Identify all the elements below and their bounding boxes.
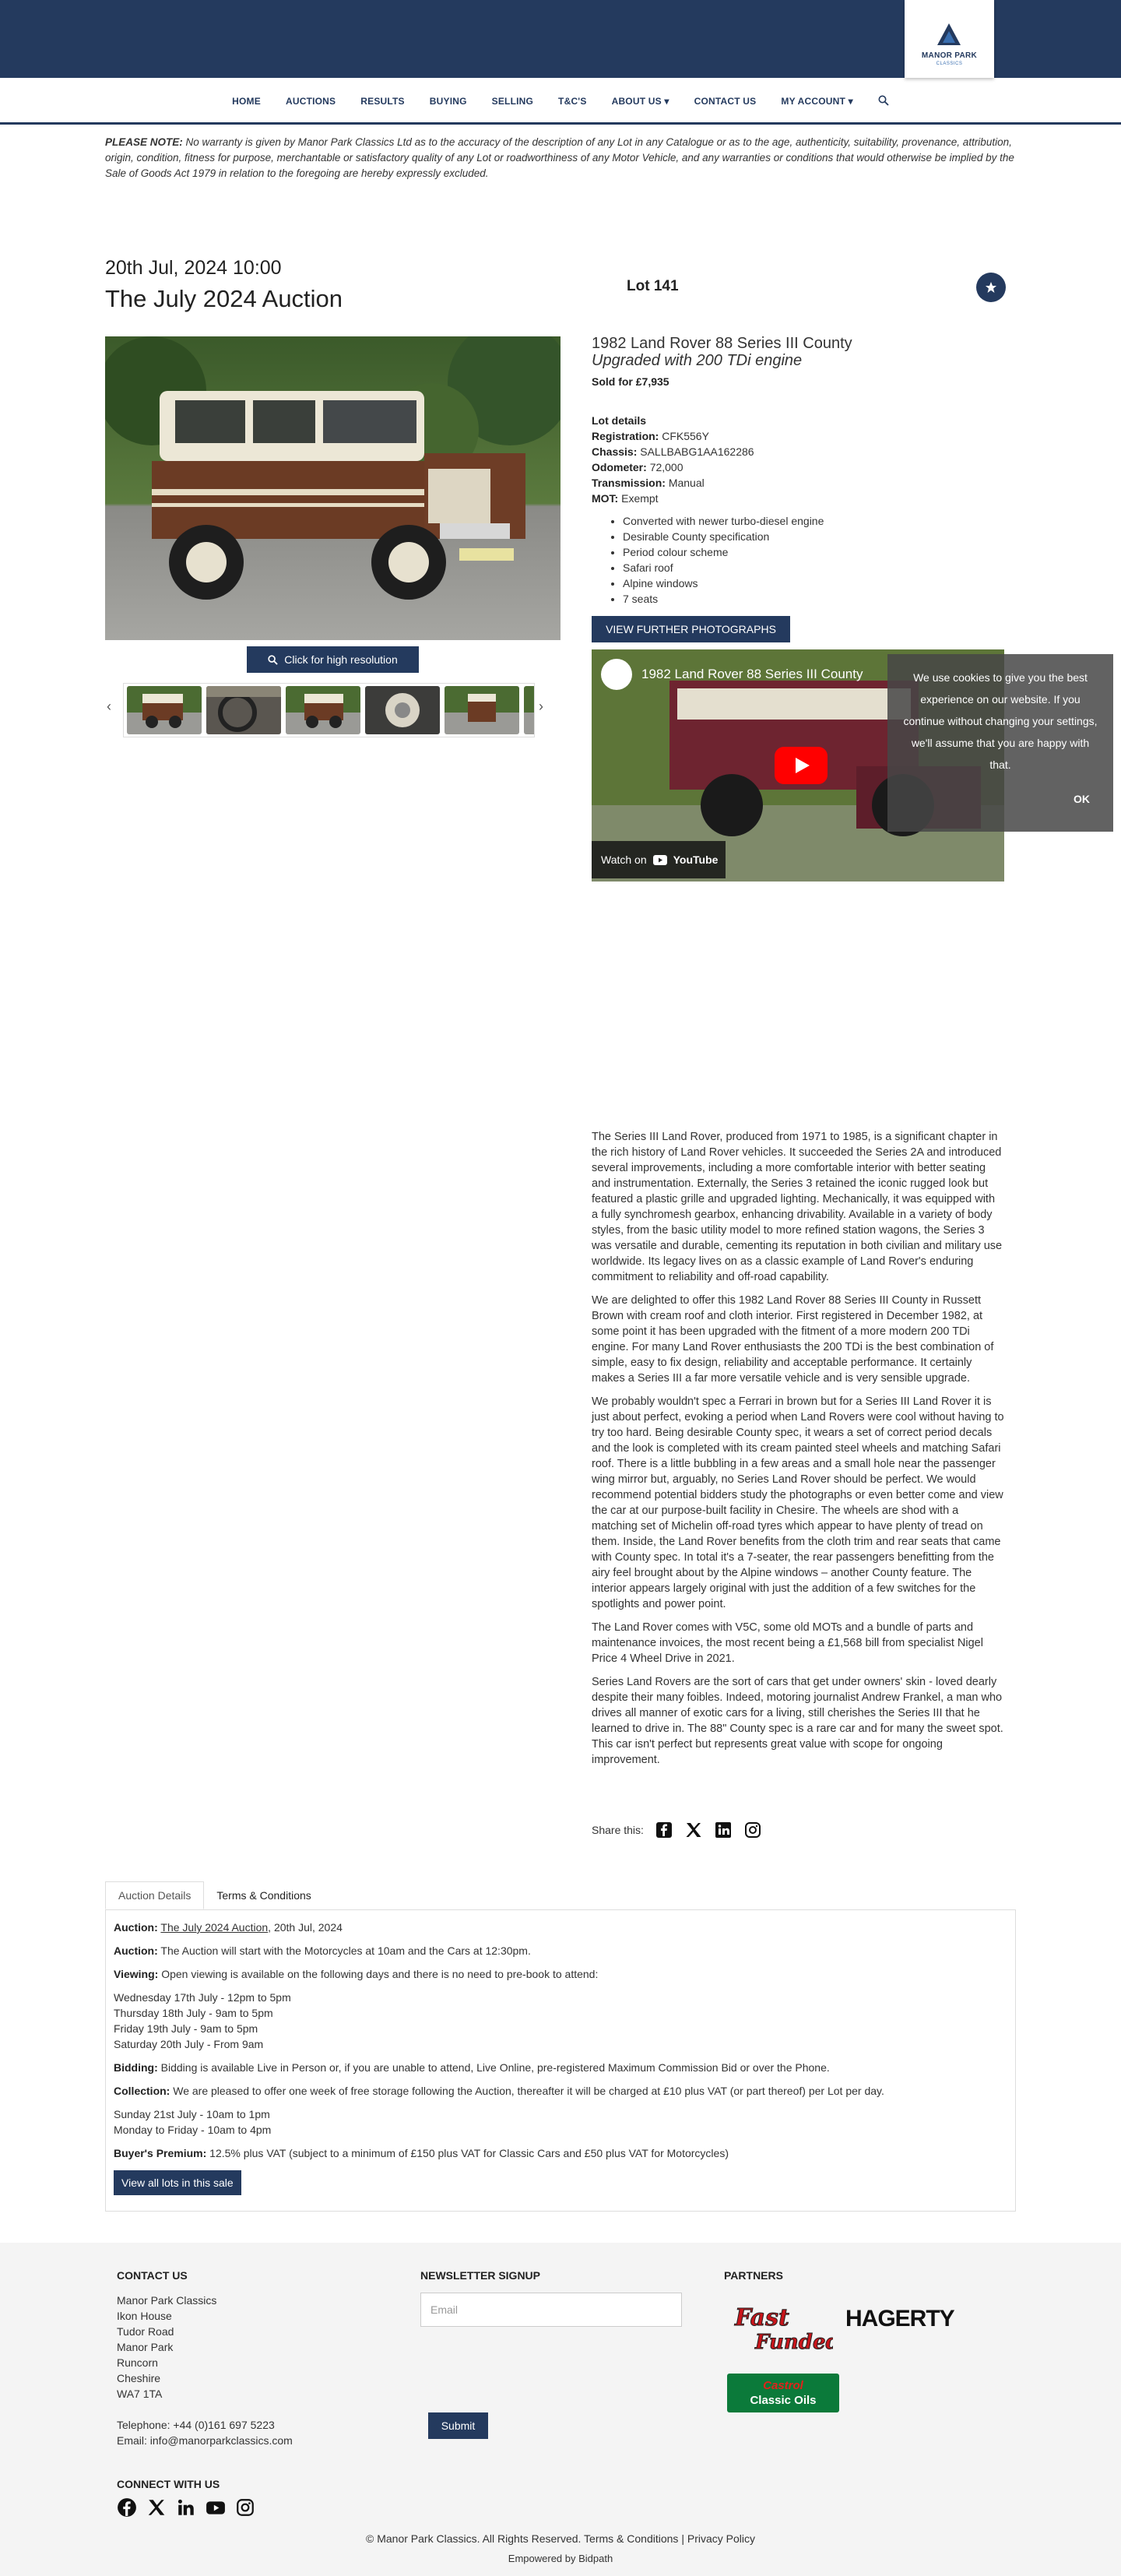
nav-terms[interactable]: T&C'S — [558, 96, 587, 107]
youtube-label: YouTube — [673, 853, 719, 866]
notice-text: No warranty is given by Manor Park Classics Ltd as to the accuracy of the description of any Lot in any Catalogue or as to the age, authenticity, suitability, provenance, attribution, origin, condition, fitness for purpose, merchantable or satisfactory quality of any Lot or roadworthiness of any Motor Vehicle, and any warranties or conditions that would otherwise be implied by the Sale of Goods Act 1979 in relation to the foregoing are hereby expressly excluded. — [105, 136, 1014, 179]
field-text: Bidding is available Live in Person or, if you are unable to attend, Live Online, pre-registered Maximum Commission Bid or over the Phone. — [160, 2061, 830, 2074]
nav-my-account[interactable]: MY ACCOUNT ▾ — [781, 96, 853, 107]
newsletter-submit-button[interactable]: Submit — [428, 2412, 488, 2439]
lot-number: Lot 141 — [627, 278, 679, 294]
play-icon — [775, 747, 828, 784]
address-line: Manor Park Classics — [117, 2294, 217, 2307]
instagram-icon[interactable] — [743, 1821, 762, 1839]
partner-logo[interactable]: HAGERTY — [845, 2306, 954, 2331]
description-paragraph: Series Land Rovers are the sort of cars that get under owners' skin - loved dearly despite their many foibles. Indeed, motoring journalist Andrew Frankel, a man who drives all manner of exotic cars for a living, still cherishes the Series III that he learned to drive in. The 88" County spec is a rare car and for many the sweet spot. This car isn't perfect but represents great value with scope for ongoing improvement. — [592, 1676, 1003, 1766]
description-paragraph: The Series III Land Rover, produced from 1971 to 1985, is a significant chapter in the rich history of Land Rover vehicles. It succeeded the Series 2A and introduced several improvements, including a more comfortable interior with better seating and instrumentation. Externally, the Series 3 retained the iconic rugged look but featured a plastic grille and upgraded lighting. Mechanically, it was equipped with a fully synchromesh gearbox, enhancing drivability. Available in a variety of body styles, from the basic utility model to more refined station wagons, the Series 3 was versatile and durable, cementing its reputation in both civilian and military use worldwide. Its legacy lives on as a classic example of Land Rover's enduring commitment to reliability and off-road capability. — [592, 1131, 1003, 1283]
notice-label: PLEASE NOTE: — [105, 136, 183, 148]
video-title[interactable]: 1982 Land Rover 88 Series III County — [641, 667, 863, 681]
collection-line — [114, 2083, 1007, 2099]
detail-label: Registration: — [592, 430, 659, 442]
watch-on-youtube-button[interactable] — [592, 841, 726, 878]
list-item: • 7 seats — [623, 591, 824, 607]
copyright-line: © Manor Park Classics. All Rights Reserved. Terms & Conditions | Privacy Policy — [366, 2532, 755, 2545]
description-paragraph: The Land Rover comes with V5C, some old MOTs and a bundle of parts and maintenance invoices, the most recent being a £1,568 bill from specialist Nigel Price 4 Wheel Drive in 2021. — [592, 1621, 983, 1665]
view-all-lots-button[interactable]: View all lots in this sale — [114, 2170, 241, 2195]
high-resolution-button[interactable] — [247, 646, 419, 673]
partners-heading: PARTNERS — [724, 2269, 783, 2282]
share-bar — [592, 1821, 762, 1839]
nav-auctions[interactable]: AUCTIONS — [285, 96, 336, 107]
main-nav — [0, 86, 1121, 117]
list-item: • Desirable County specification — [623, 529, 824, 544]
powered-by[interactable]: Empowered by Bidpath — [508, 2553, 613, 2564]
list-item: • Safari roof — [623, 560, 824, 575]
social-links — [117, 2497, 255, 2518]
land-rover-photo — [105, 336, 560, 640]
thumbnail[interactable] — [365, 686, 440, 734]
list-item: • Converted with newer turbo-diesel engine — [623, 513, 824, 529]
auction-link[interactable]: The July 2024 Auction — [160, 1921, 269, 1934]
premium-line — [114, 2145, 1007, 2161]
detail-registration — [592, 428, 754, 444]
lot-details — [592, 413, 754, 506]
linkedin-icon[interactable] — [176, 2497, 196, 2518]
svg-text:Fast: Fast — [735, 2304, 789, 2331]
list-item: Saturday 20th July - From 9am — [114, 2038, 264, 2050]
auction-line — [114, 1920, 1007, 1935]
view-further-photographs-button[interactable]: VIEW FURTHER PHOTOGRAPHS — [592, 616, 790, 642]
sold-price: Sold for £7,935 — [592, 375, 669, 388]
description-paragraph: We probably wouldn't spec a Ferrari in brown but for a Series III Land Rover it is just about perfect, evoking a period when Land Rovers were cool without having to try too hard. Being desirable County spec, it wears a set of correct period decals and the look is completed with its cream painted steel wheels and matching Safari roof. There is a little bubbling in a few areas and a small hole near the passenger wing mirror but, arguably, no Series Land Rover should be perfect. We would recommend potential bidders study the photographs or even better come and view the car at our purpose-built facility in Chesire. The wheels are shod with a matching set of Michelin off-road tyres which appear to have plenty of tread on them. Inside, the Land Rover benefits from the cloth trim and rear seats that came with County spec. In total it's a 7-seater, the rear passengers benefitting from the airy feel brought about by the Alpine windows – another County feature. The interior appears largely original with just the addition of a few switches for the spotlights and power point. — [592, 1395, 1004, 1610]
detail-label: Odometer: — [592, 461, 647, 473]
partner-logo[interactable] — [727, 2374, 839, 2412]
search-icon — [878, 95, 889, 106]
list-item: Friday 19th July - 9am to 5pm — [114, 2022, 258, 2035]
main-lot-photo[interactable] — [105, 336, 560, 640]
thumbnail-strip — [123, 683, 535, 737]
tab-auction-details[interactable]: Auction Details — [105, 1881, 204, 1909]
tab-terms-conditions[interactable]: Terms & Conditions — [216, 1889, 311, 1902]
field-label: Viewing: — [114, 1968, 159, 1980]
newsletter-heading: NEWSLETTER SIGNUP — [420, 2269, 541, 2282]
viewing-schedule — [114, 1990, 1007, 2052]
fast-and-furious-logo — [732, 2299, 833, 2353]
telephone[interactable]: Telephone: +44 (0)161 697 5223 — [117, 2419, 275, 2431]
thumbnail[interactable] — [127, 686, 202, 734]
lot-description — [592, 1129, 1004, 1775]
detail-label: MOT: — [592, 492, 619, 505]
warranty-notice — [105, 135, 1017, 181]
viewing-line — [114, 1966, 1007, 1982]
auction-tabs — [105, 1881, 1016, 1909]
detail-value: 72,000 — [649, 461, 683, 473]
nav-contact-us[interactable]: CONTACT US — [694, 96, 757, 107]
field-label: Auction: — [114, 1944, 158, 1957]
lot-title: 1982 Land Rover 88 Series III County — [592, 335, 852, 352]
facebook-icon[interactable] — [655, 1821, 673, 1839]
thumbnail[interactable] — [286, 686, 360, 734]
cookie-text: We use cookies to give you the best experience on our website. If you continue without changing your settings, we'll assume that you are happy with that. — [903, 671, 1098, 771]
facebook-icon[interactable] — [117, 2497, 137, 2518]
partner-logo[interactable] — [732, 2299, 833, 2353]
thumbnail[interactable] — [524, 686, 535, 734]
list-item: Thursday 18th July - 9am to 5pm — [114, 2007, 273, 2019]
castrol-wordmark: Castrol — [763, 2379, 803, 2392]
nav-results[interactable]: RESULTS — [360, 96, 405, 107]
linkedin-icon[interactable] — [714, 1821, 733, 1839]
footer-newsletter — [420, 2268, 682, 2327]
detail-value: Manual — [668, 477, 705, 489]
detail-value: CFK556Y — [662, 430, 709, 442]
nav-buying[interactable]: BUYING — [429, 96, 467, 107]
field-text: 12.5% plus VAT (subject to a minimum of £150 plus VAT for Classic Cars and £50 plus VAT for Motorcycles) — [209, 2147, 729, 2159]
nav-search[interactable] — [866, 95, 901, 108]
list-item: • Alpine windows — [623, 575, 824, 591]
star-icon — [985, 281, 997, 294]
nav-about-us[interactable]: ABOUT US ▾ — [611, 96, 669, 107]
collection-schedule — [114, 2106, 1007, 2138]
sale-date: 20th Jul, 2024 10:00 — [105, 257, 282, 279]
site-logo[interactable] — [905, 0, 994, 78]
footer-contact — [117, 2268, 293, 2448]
footer-partners — [724, 2268, 958, 2417]
newsletter-email-input[interactable]: Email — [420, 2293, 682, 2327]
address-line: Manor Park — [117, 2341, 174, 2353]
logo-text: MANOR PARK — [921, 51, 978, 60]
list-item: • Period colour scheme — [623, 544, 824, 560]
channel-logo[interactable] — [601, 659, 632, 690]
field-label: Buyer's Premium: — [114, 2147, 207, 2159]
address-line: Ikon House — [117, 2310, 172, 2322]
detail-label: Chassis: — [592, 445, 638, 458]
partner-logos — [724, 2293, 958, 2417]
feature-list — [623, 513, 824, 607]
play-button[interactable] — [775, 747, 828, 784]
watch-lot-button[interactable] — [976, 273, 1006, 302]
watch-on-label: Watch on — [601, 853, 647, 866]
sale-title: The July 2024 Auction — [105, 285, 343, 312]
nav-selling[interactable]: SELLING — [491, 96, 534, 107]
footer — [0, 2243, 1121, 2576]
auction-start-line — [114, 1943, 1007, 1958]
logo-mark-icon — [936, 22, 962, 48]
connect-heading: CONNECT WITH US — [117, 2478, 220, 2490]
x-twitter-icon[interactable] — [684, 1821, 703, 1839]
list-item: Sunday 21st July - 10am to 1pm — [114, 2108, 270, 2120]
field-text: We are pleased to offer one week of free storage following the Auction, thereafter it will be charged at £10 plus VAT (or part thereof) per Lot per day. — [173, 2085, 884, 2097]
chevron-left-icon[interactable]: ‹ — [107, 699, 111, 714]
logo-subtext: CLASSICS — [936, 62, 963, 66]
address-line: WA7 1TA — [117, 2388, 163, 2400]
svg-text:Funded: Funded — [755, 2331, 833, 2353]
detail-label: Transmission: — [592, 477, 666, 489]
nav-home[interactable]: HOME — [232, 96, 261, 107]
email-link[interactable]: Email: info@manorparkclassics.com — [117, 2434, 293, 2447]
description-paragraph: We are delighted to offer this 1982 Land Rover 88 Series III County in Russett Brown with cream roof and cloth interior. First registered in December 1982, at some point it has been upgraded with the fitment of a more modern 200 TDi engine. For many Land Rover enthusiasts the 200 TDi is the best combination of simple, easy to fix design, reliability and acceptable performance. It certainly makes a Series III a far more versatile vehicle and is very sensible upgrade. — [592, 1294, 994, 1385]
address-line: Tudor Road — [117, 2325, 174, 2338]
address-line: Runcorn — [117, 2356, 158, 2369]
bidding-line — [114, 2060, 1007, 2075]
youtube-icon — [653, 855, 667, 865]
youtube-icon[interactable] — [206, 2497, 226, 2518]
thumbnail[interactable] — [445, 686, 519, 734]
detail-odometer — [592, 459, 754, 475]
field-label: Bidding: — [114, 2061, 158, 2074]
detail-mot — [592, 491, 754, 506]
detail-transmission — [592, 475, 754, 491]
thumbnail[interactable] — [206, 686, 281, 734]
instagram-icon[interactable] — [235, 2497, 255, 2518]
cookie-ok-button[interactable]: OK — [1074, 793, 1090, 805]
x-twitter-icon[interactable] — [146, 2497, 167, 2518]
classic-oils-text: Classic Oils — [750, 2394, 817, 2407]
contact-heading: CONTACT US — [117, 2269, 188, 2282]
field-text: Open viewing is available on the following days and there is no need to pre-book to attend: — [161, 1968, 599, 1980]
chevron-right-icon[interactable]: › — [539, 699, 543, 714]
auction-details-panel — [105, 1909, 1016, 2212]
nav-divider — [0, 122, 1121, 125]
detail-chassis — [592, 444, 754, 459]
list-item: Wednesday 17th July - 12pm to 5pm — [114, 1991, 291, 2004]
field-label: Collection: — [114, 2085, 170, 2097]
list-item: Monday to Friday - 10am to 4pm — [114, 2124, 272, 2136]
detail-value: Exempt — [621, 492, 659, 505]
share-label: Share this: — [592, 1824, 644, 1836]
high-resolution-label: Click for high resolution — [284, 653, 398, 666]
lot-details-heading: Lot details — [592, 414, 647, 427]
magnifier-icon — [268, 655, 278, 665]
auction-date: , 20th Jul, 2024 — [268, 1921, 343, 1934]
detail-value: SALLBABG1AA162286 — [640, 445, 754, 458]
field-label: Auction: — [114, 1921, 158, 1934]
field-text: The Auction will start with the Motorcycles at 10am and the Cars at 12:30pm. — [160, 1944, 531, 1957]
address-line: Cheshire — [117, 2372, 161, 2384]
lot-subtitle: Upgraded with 200 TDi engine — [592, 352, 803, 369]
cookie-banner — [887, 654, 1113, 832]
